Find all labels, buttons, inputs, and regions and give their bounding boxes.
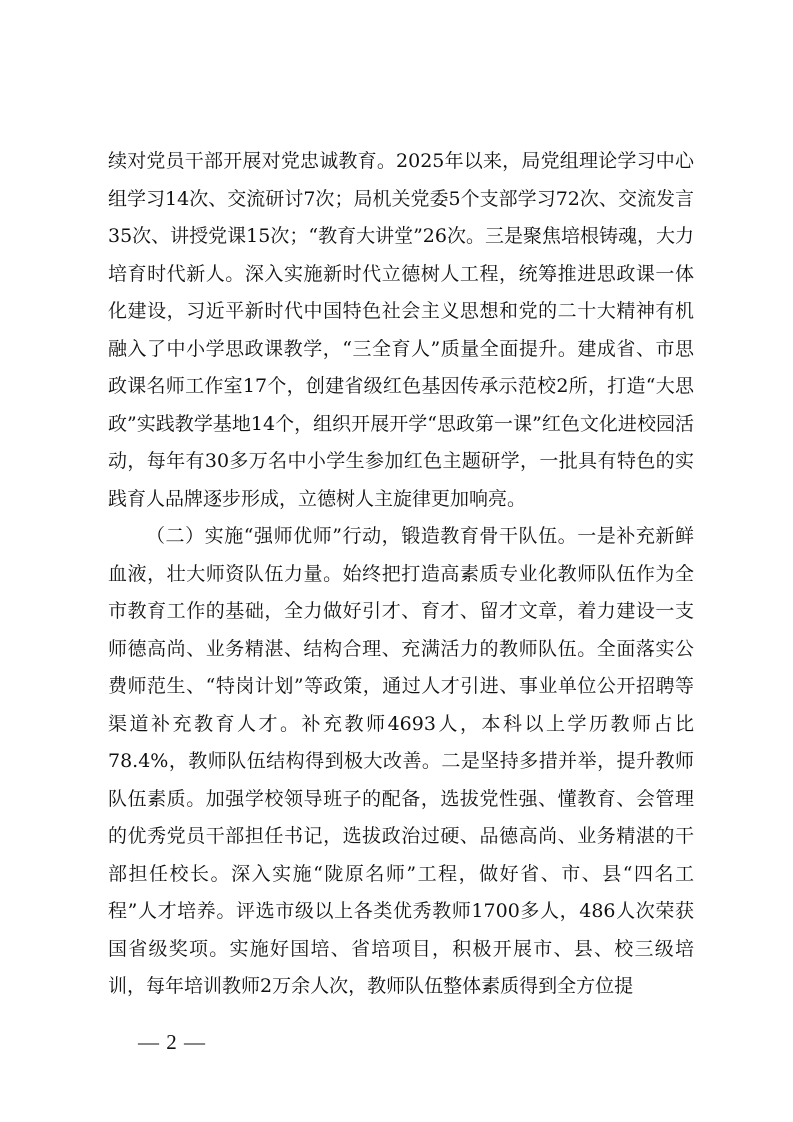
body-text <box>108 143 694 1006</box>
section-heading: （二）实施“强师优师”行动，锻造教育骨干队伍。 <box>146 525 578 547</box>
page-number: — 2 — <box>138 1030 206 1054</box>
paragraph-2-text: 一是补充新鲜血液，壮大师资队伍力量。始终把打造高素质专业化教师队伍作为全市教育工作的基础，全力做好引才、育才、留才文章，着力建设一支师德高尚、业务精湛、结构合理、充满活力的教师队伍。全面落实公费师范生、“特岗计划”等政策，通过人才引进、事业单位公开招聘等渠道补充教育人才。补充教师4693人，本科以上学历教师占比78.4%，教师队伍结构得到极大改善。二是坚持多措并举，提升教师队伍素质。加强学校领导班子的配备，选拔党性强、懂教育、会管理的优秀党员干部担任书记，选拔政治过硬、品德高尚、业务精湛的干部担任校长。深入实施“陇原名师”工程，做好省、市、县“四名工程”人才培养。评选市级以上各类优秀教师1700多人，486人次荣获国省级奖项。实施好国培、省培项目，积极开展市、县、校三级培训，每年培训教师2万余人次，教师队伍整体素质得到全方位提 <box>108 525 694 997</box>
paragraph-2 <box>108 518 694 1006</box>
paragraph-1: 续对党员干部开展对党忠诚教育。2025年以来，局党组理论学习中心组学习14次、交流研讨7次；局机关党委5个支部学习72次、交流发言35次、讲授党课15次；“教育大讲堂”26次。三是聚焦培根铸魂，大力培育时代新人。深入实施新时代立德树人工程，统筹推进思政课一体化建设，习近平新时代中国特色社会主义思想和党的二十大精神有机融入了中小学思政课教学，“三全育人”质量全面提升。建成省、市思政课名师工作室17个，创建省级红色基因传承示范校2所，打造“大思政”实践教学基地14个，组织开展开学“思政第一课”红色文化进校园活动，每年有30多万名中小学生参加红色主题研学，一批具有特色的实践育人品牌逐步形成，立德树人主旋律更加响亮。 <box>108 150 694 510</box>
